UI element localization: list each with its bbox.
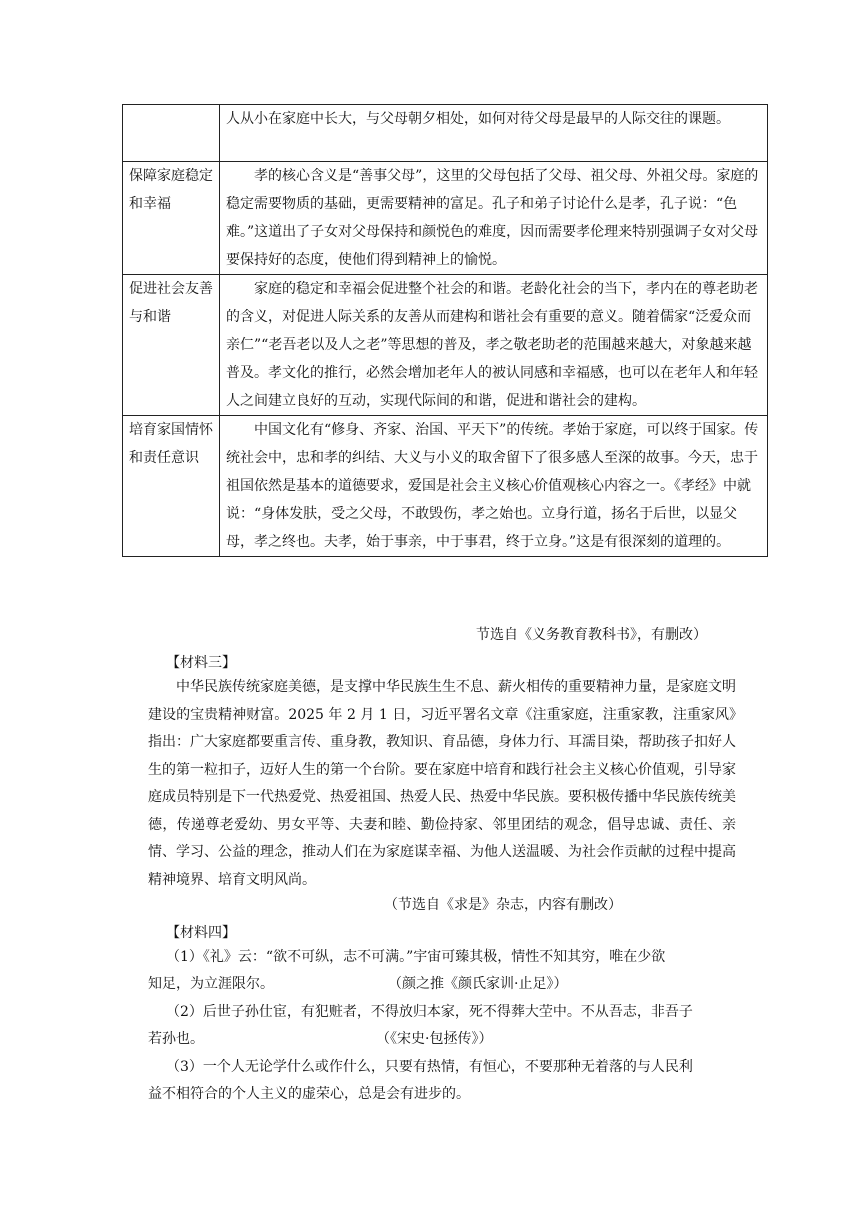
table-row-body: 人从小在家庭中长大，与父母朝夕相处，如何对待父母是最早的人际交往的课题。	[220, 105, 768, 162]
table-row	[123, 416, 768, 557]
table-row-head	[123, 105, 220, 162]
table-row	[123, 162, 768, 275]
material4-item-3-line1: （3）一个人无论学什么或作什么，只要有热情，有恒心，不要那种无着落的与人民利	[166, 1059, 693, 1075]
table-row	[123, 105, 768, 162]
material4-item-3-line2: 益不相符合的个人主义的虚荣心，总是会有进步的。	[148, 1086, 470, 1102]
table-row-body: 中国文化有“修身、齐家、治国、平天下”的传统。孝始于家庭，可以终于国家。传统社会中，忠和孝的纠结、大义与小义的取舍留下了很多感人至深的故事。今天，忠于祖国依然是基本的道德要求，爱国是社会主义核心价值观核心内容之一。《孝经》中就说：“身体发肤，受之父母，不敢毁伤，孝之始也。立身行道，扬名于后世，以显父母，孝之终也。夫孝，始于事亲，中于事君，终于立身。”这是有很深刻的道理的。	[220, 416, 768, 557]
material4-heading: 【材料四】	[166, 925, 236, 941]
material4-item-3	[148, 1054, 738, 1108]
material4-item-2-cite: （《宋史·包拯传》）	[376, 1031, 493, 1047]
table-row-head: 培育家国情怀和责任意识	[123, 416, 220, 557]
material3-paragraph: 中华民族传统家庭美德，是支撑中华民族生生不息、薪火相传的重要精神力量，是家庭文明建设的宝贵精神财富。2025 年 2 月 1 日，习近平署名文章《注重家庭，注重家教，注重家风》指出：广大家庭都要重言传、重身教，教知识、育品德，身体力行、耳濡目染，帮助孩子扣好人生的第一粒扣子，迈好人生的第一个台阶。要在家庭中培育和践行社会主义核心价值观，引导家庭成员特别是下一代热爱党、热爱祖国、热爱人民、热爱中华民族。要积极传播中华民族传统美德，传递尊老爱幼、男女平等、夫妻和睦、勤俭持家、邻里团结的观念，倡导忠诚、责任、亲情、学习、公益的理念，推动人们在为家庭谋幸福、为他人送温暖、为社会作贡献的过程中提高精神境界、培育文明风尚。	[148, 679, 736, 888]
table-row-body: 孝的核心含义是“善事父母”，这里的父母包括了父母、祖父母、外祖父母。家庭的稳定需要物质的基础，更需要精神的富足。孔子和弟子讨论什么是孝，孔子说：“色难。”这道出了子女对父母保持和颜悦色的难度，因而需要孝伦理来特别强调子女对父母要保持好的态度，使他们得到精神上的愉悦。	[220, 162, 768, 275]
source-note-table: 节选自《义务教育教科书》，有删改）	[476, 627, 707, 643]
material4-item-2-line1: （2）后世子孙仕宦，有犯赃者，不得放归本家，死不得葬大茔中。不从吾志，非吾子	[166, 1004, 693, 1020]
table-row-head: 保障家庭稳定和幸福	[123, 162, 220, 275]
table-row-head: 促进社会友善与和谐	[123, 275, 220, 416]
material4-item-1-line2: 知足，为立涯限尔。	[148, 976, 274, 992]
material4-item-2	[148, 999, 738, 1053]
table-row-body: 家庭的稳定和幸福会促进整个社会的和谐。老龄化社会的当下，孝内在的尊老助老的含义，对促进人际关系的友善从而建构和谐社会有重要的意义。随着儒家“泛爱众而亲仁”“老吾老以及人之老”等思想的普及，孝之敬老助老的范围越来越大，对象越来越普及。孝文化的推行，必然会增加老年人的被认同感和幸福感，也可以在老年人和年轻人之间建立良好的互动，实现代际间的和谐，促进和谐社会的建构。	[220, 275, 768, 416]
material-table	[122, 104, 768, 557]
material3-source: （节选自《求是》杂志，内容有删改）	[384, 897, 622, 913]
material4-item-1-line1: （1）《礼》云：“欲不可纵，志不可满。”宇宙可臻其极，情性不知其穷，唯在少欲	[166, 949, 666, 965]
material4-item-2-line2: 若孙也。	[148, 1031, 204, 1047]
material4-item-1-cite: （颜之推《颜氏家训·止足》）	[388, 976, 568, 992]
table-row	[123, 275, 768, 416]
material3-heading: 【材料三】	[166, 655, 236, 671]
material4-item-1	[148, 944, 738, 998]
